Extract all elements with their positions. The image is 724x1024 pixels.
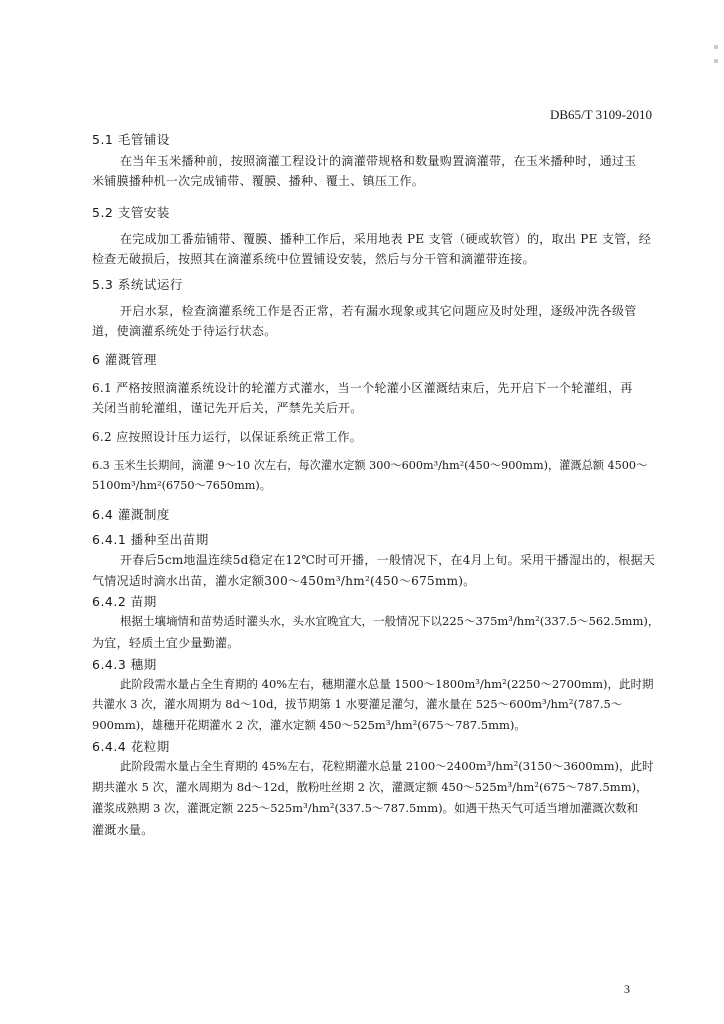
paragraph-line: 关闭当前轮灌组，谨记先开后关，严禁先关后开。 <box>92 401 363 415</box>
paragraph-line: 此阶段需水量占全生育期的 40%左右，穗期灌水总量 1500～1800m³/hm²(2250～2700mm)，此时期 <box>120 677 654 691</box>
paragraph-line: 6.2 应按照设计压力运行，以保证系统正常工作。 <box>92 430 363 444</box>
section-6-4-2-heading: 6.4.2 苗期 <box>92 594 157 609</box>
paragraph-line: 检查无破损后，按照其在滴灌系统中位置铺设安装，然后与分干管和滴灌带连接。 <box>92 252 535 266</box>
page-number: 3 <box>624 982 630 996</box>
paragraph-line: 开春后5cm地温连续5d稳定在12℃时可开播，一般情况下，在4月上旬。采用干播湿出的，根据天 <box>120 553 656 567</box>
paragraph-line: 此阶段需水量占全生育期的 45%左右，花粒期灌水总量 2100～2400m³/hm²(3150～3600mm)，此时 <box>120 759 654 773</box>
section-5-1-heading: 5.1 毛管铺设 <box>92 132 170 147</box>
paragraph-line: 为宜，轻质土宜少量勤灌。 <box>92 636 240 650</box>
scan-artifact <box>714 59 718 63</box>
section-5-2-heading: 5.2 支管安装 <box>92 205 170 220</box>
paragraph-line: 5100m³/hm²(6750～7650mm)。 <box>92 479 271 492</box>
paragraph-line: 6.1 严格按照滴灌系统设计的轮灌方式灌水，当一个轮灌小区灌溉结束后，先开启下一个轮灌组，再 <box>92 381 633 395</box>
section-5-3-heading: 5.3 系统试运行 <box>92 277 183 292</box>
section-6-4-3-heading: 6.4.3 穗期 <box>92 657 157 672</box>
paragraph-line: 灌溉水量。 <box>92 823 154 837</box>
paragraph-line: 根据土壤墒情和苗势适时灌头水，头水宜晚宜大，一般情况下以225～375m³/hm²(337.5～562.5mm)， <box>120 614 660 628</box>
paragraph-line: 道，使滴灌系统处于待运行状态。 <box>92 324 277 338</box>
standard-code: DB65/T 3109-2010 <box>550 107 652 122</box>
paragraph-line: 气情况适时滴水出苗，灌水定额300～450m³/hm²(450～675mm)。 <box>92 574 476 588</box>
paragraph-line: 期共灌水 5 次，灌水周期为 8d～12d，散粉吐丝期 2 次，灌溉定额 450～525m³/hm²(675～787.5mm)， <box>92 780 648 794</box>
paragraph-line: 900mm)，雄穗开花期灌水 2 次，灌水定额 450～525m³/hm²(675～787.5mm)。 <box>92 718 526 732</box>
section-6-heading: 6 灌溉管理 <box>92 352 157 367</box>
paragraph-line: 米铺膜播种机一次完成铺带、覆膜、播种、覆土、镇压工作。 <box>92 174 425 188</box>
paragraph-line: 在完成加工番茄铺带、覆膜、播种工作后，采用地表 PE 支管（硬或软管）的，取出 PE 支管，经 <box>120 232 652 246</box>
paragraph-line: 灌浆成熟期 3 次，灌溉定额 225～525m³/hm²(337.5～787.5mm)。如遇干热天气可适当增加灌溉次数和 <box>92 801 639 815</box>
paragraph-line: 共灌水 3 次，灌水周期为 8d～10d，拔节期第 1 水要灌足灌匀，灌水量在 525～600m³/hm²(787.5～ <box>92 697 623 711</box>
paragraph-line: 开启水泵，检查滴灌系统工作是否正常，若有漏水现象或其它问题应及时处理，逐级冲洗各级管 <box>120 304 637 318</box>
section-6-4-1-heading: 6.4.1 播种至出苗期 <box>92 532 209 547</box>
paragraph-line: 6.3 玉米生长期间，滴灌 9～10 次左右，每次灌水定额 300～600m³/hm²(450～900mm)，灌溉总额 4500～ <box>92 459 648 472</box>
section-6-4-heading: 6.4 灌溉制度 <box>92 507 170 522</box>
scan-artifact <box>714 45 718 49</box>
section-6-4-4-heading: 6.4.4 花粒期 <box>92 739 170 754</box>
paragraph-line: 在当年玉米播种前，按照滴灌工程设计的滴灌带规格和数量购置滴灌带，在玉米播种时，通过玉 <box>120 154 637 168</box>
